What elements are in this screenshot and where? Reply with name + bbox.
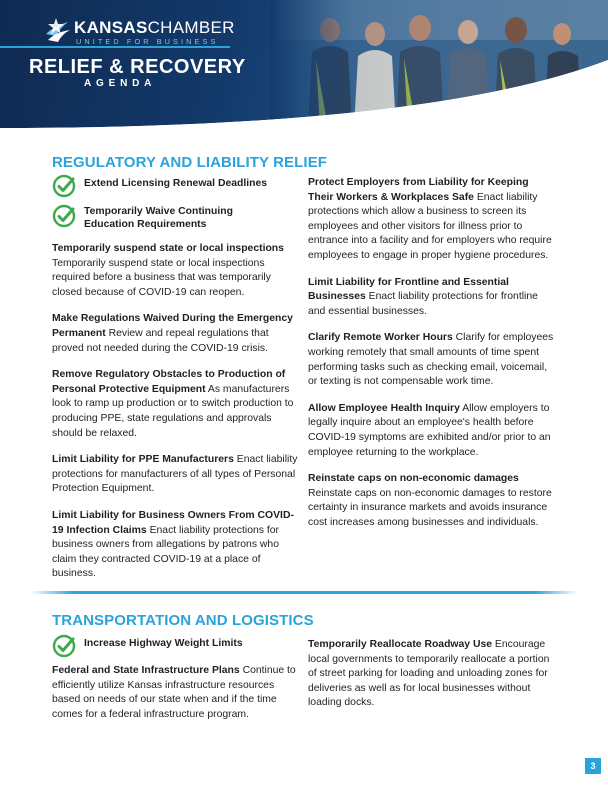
agenda-item — [52, 368, 298, 441]
agenda-item — [308, 331, 554, 389]
agenda-item-heading: Limit Liability for Frontline and Essential Businesses — [308, 276, 509, 303]
agenda-item-body: Continue to efficiently utilize Kansas infrastructure resources based on needs of our state when and if the time comes for a federal infrastructure program. — [52, 665, 296, 720]
wheat-star-icon — [42, 14, 72, 44]
logo-brand-regular: CHAMBER — [147, 18, 235, 37]
logo-tagline: UNITED FOR BUSINESS — [76, 37, 219, 46]
check-circle-icon — [52, 204, 76, 228]
agenda-item-body: Enact liability protections for manufacturers of all types of Personal Protection Equipment. — [52, 454, 298, 495]
page-subtitle: AGENDA — [84, 78, 157, 89]
agenda-item-body: Enact liability protections for frontline and essential businesses. — [308, 291, 538, 317]
logo-brand-bold: KANSAS — [74, 18, 148, 37]
agenda-item-heading: Federal and State Infrastructure Plans — [52, 665, 240, 676]
agenda-item — [52, 312, 298, 356]
agenda-item — [52, 453, 298, 497]
page-title: RELIEF & RECOVERY — [29, 56, 246, 78]
agenda-item-body: Encourage local governments to temporarily reallocate a portion of street parking for loading and unloading zones for deliveries as well as for local businesses without loading docks. — [308, 639, 550, 709]
check-item — [52, 634, 298, 660]
agenda-item — [308, 472, 554, 530]
agenda-item — [308, 638, 554, 711]
transportation-left-column — [52, 634, 298, 734]
agenda-item — [308, 402, 554, 460]
agenda-item — [52, 509, 298, 582]
agenda-item-body: Allow employers to legally inquire about an employee's health before COVID-19 symptoms are exhibited and/or prior to an employee returning to the workplace. — [308, 402, 551, 458]
agenda-item-body: Enact liability protections which allow a business to screen its employees and other visitors for illness prior to entrance into a facility and for employers who require employees to engage in proper hygiene procedures. — [308, 191, 552, 261]
agenda-item-heading: Protect Employers from Liability for Keeping Their Workers & Workplaces Safe — [308, 177, 529, 203]
header-banner — [0, 0, 608, 128]
regulatory-left-column — [52, 174, 298, 594]
agenda-item-body: Temporarily suspend state or local inspections required before a business that was temporarily closed because of COVID-19 can reopen. — [52, 257, 271, 298]
agenda-item-body: Review and repeal regulations that proved not needed during the COVID-19 crisis. — [52, 327, 269, 354]
agenda-item — [52, 242, 298, 300]
section-divider — [30, 591, 578, 594]
agenda-item-heading: Limit Liability for Business Owners From COVID-19 Infection Claims — [52, 509, 294, 536]
agenda-item-body: Clarify for employees working remotely that small amounts of time spent performing tasks such as checking email, voicemail, or texting is not compensable work time. — [308, 332, 554, 388]
agenda-item-heading: Temporarily Reallocate Roadway Use — [308, 639, 493, 650]
transportation-right-column — [308, 638, 554, 723]
agenda-item-heading: Limit Liability for PPE Manufacturers — [52, 454, 234, 466]
agenda-item — [52, 664, 298, 722]
agenda-item-heading: Clarify Remote Worker Hours — [308, 332, 453, 344]
agenda-item — [308, 176, 554, 264]
page-number: 3 — [585, 758, 601, 774]
agenda-item-body: Reinstate caps on non-economic damages to restore certainty in insurance markets and avoids insurance cost increases among businesses and individuals. — [308, 487, 552, 528]
agenda-item — [308, 276, 554, 320]
agenda-item-heading: Reinstate caps on non-economic damages — [308, 473, 519, 485]
check-circle-icon — [52, 174, 76, 198]
agenda-item-body: As manufacturers look to ramp up production or to switch production to producing PPE, state regulations and approvals should be relaxed. — [52, 383, 294, 439]
section-title-transportation: TRANSPORTATION AND LOGISTICS — [52, 612, 314, 629]
check-item — [52, 204, 298, 238]
agenda-item-heading: Remove Regulatory Obstacles to Production of Personal Protective Equipment — [52, 369, 286, 395]
agenda-item-heading: Allow Employee Health Inquiry — [308, 402, 460, 414]
regulatory-right-column — [308, 176, 554, 542]
check-item — [52, 174, 298, 200]
section-title-regulatory: REGULATORY AND LIABILITY RELIEF — [52, 154, 328, 171]
check-item-label: Temporarily Waive Continuing Education Requirements — [84, 206, 233, 230]
check-item-label: Increase Highway Weight Limits — [84, 638, 243, 649]
agenda-item-body: Enact liability protections for business owners from allegations by patrons who claim they contracted COVID-19 at a place of business. — [52, 524, 279, 580]
check-item-label: Extend Licensing Renewal Deadlines — [84, 178, 268, 189]
check-circle-icon — [52, 634, 76, 658]
agenda-item-heading: Make Regulations Waived During the Emergency Permanent — [52, 313, 293, 339]
logo-wordmark — [74, 18, 235, 38]
kansas-chamber-logo — [42, 12, 242, 52]
agenda-item-heading: Temporarily suspend state or local inspections — [52, 243, 284, 254]
